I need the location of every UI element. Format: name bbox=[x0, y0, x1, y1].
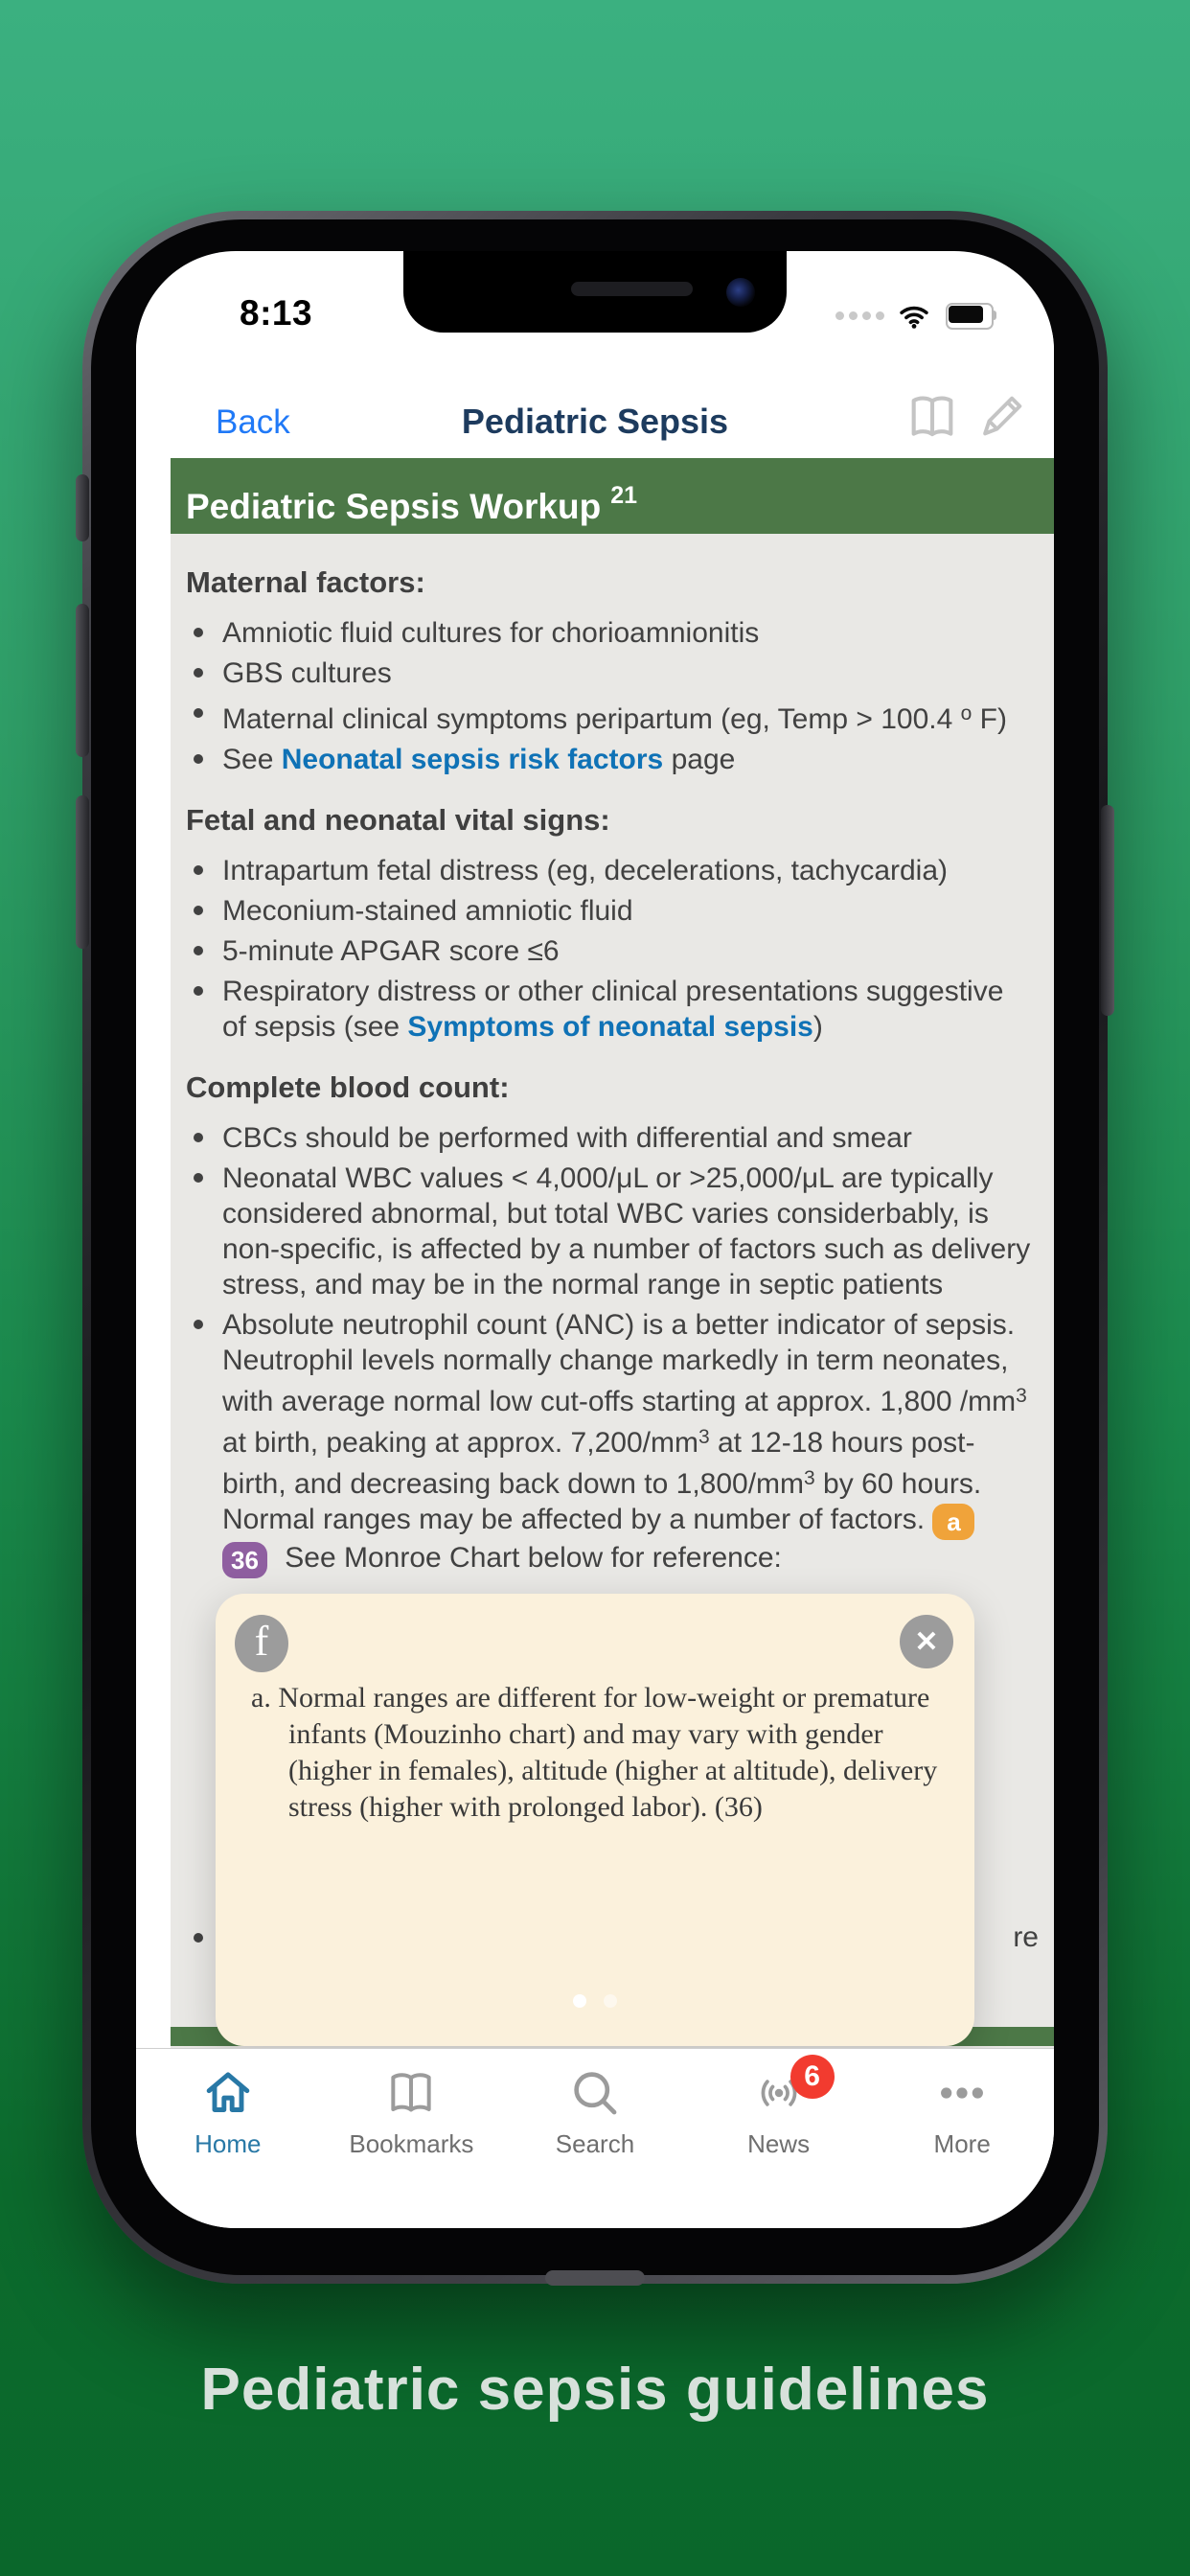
notch bbox=[403, 251, 787, 333]
phone-bezel bbox=[91, 219, 1099, 2275]
news-icon bbox=[752, 2060, 820, 2120]
tab-bar bbox=[136, 2048, 1054, 2228]
page-dot bbox=[573, 1994, 586, 2008]
superscript: o bbox=[960, 702, 973, 724]
app-screen bbox=[136, 251, 1054, 2228]
subsection-heading: Complete blood count: bbox=[186, 1070, 510, 1104]
more-icon bbox=[935, 2066, 989, 2120]
iphone-mockup bbox=[82, 211, 1108, 2284]
mute-switch bbox=[76, 474, 89, 541]
tab-news[interactable] bbox=[687, 2049, 871, 2228]
bullet-item: CBCs should be performed with differential and smear bbox=[186, 1120, 1033, 1156]
volume-down-button bbox=[76, 795, 89, 949]
bullet-item: Intrapartum fetal distress (eg, decelerations, tachycardia) bbox=[186, 853, 1033, 888]
footnote-marker-badge[interactable]: a bbox=[932, 1504, 974, 1540]
bullet-list bbox=[186, 615, 1033, 777]
home-icon bbox=[201, 2066, 255, 2120]
content-area bbox=[136, 458, 1054, 2048]
tab-label: Search bbox=[555, 2129, 635, 2158]
bullet-item: 5-minute APGAR score ≤6 bbox=[186, 933, 1033, 969]
footnote-popup bbox=[216, 1594, 974, 2046]
battery-icon bbox=[946, 303, 997, 328]
bullet-item: Maternal clinical symptoms peripartum (eg, Temp > 100.4 $^o$ F) bbox=[186, 696, 1033, 737]
back-button[interactable]: Back bbox=[216, 402, 290, 441]
bookmark-book-icon[interactable] bbox=[904, 389, 960, 445]
subsection-heading: Maternal factors: bbox=[186, 565, 425, 599]
bullet-item: Meconium-stained amniotic fluid bbox=[186, 893, 1033, 929]
close-icon[interactable]: ✕ bbox=[900, 1615, 953, 1668]
tab-search[interactable] bbox=[503, 2049, 687, 2228]
bullet-dot bbox=[194, 1933, 203, 1943]
document-body bbox=[171, 534, 1054, 1578]
news-badge-count: 6 bbox=[790, 2055, 835, 2099]
tab-label: News bbox=[747, 2129, 811, 2158]
superscript: 3 bbox=[1016, 1385, 1027, 1407]
page-dots bbox=[216, 1994, 974, 2008]
bullet-item: See Neonatal sepsis risk factors page bbox=[186, 742, 1033, 777]
bullet-item: GBS cultures bbox=[186, 656, 1033, 691]
volume-up-button bbox=[76, 604, 89, 757]
reference-number-badge[interactable]: 36 bbox=[222, 1542, 267, 1578]
status-time: 8:13 bbox=[240, 293, 313, 333]
bookmarks-icon bbox=[384, 2066, 438, 2120]
marketing-caption: Pediatric sepsis guidelines bbox=[200, 2357, 990, 2423]
bullet-list bbox=[186, 853, 1033, 1045]
edit-pencil-icon[interactable] bbox=[973, 389, 1029, 445]
bullet-item: Amniotic fluid cultures for chorioamnionitis bbox=[186, 615, 1033, 651]
bullet-item: Neonatal WBC values < 4,000/μL or >25,000/μL are typically considered abnormal, but total WBC varies considerbably, is non-specific, is affected by a number of factors such as delivery stress, and may be in the normal range in septic patients bbox=[186, 1161, 1033, 1302]
reference-superscript[interactable]: 21 bbox=[610, 482, 637, 509]
superscript: 3 bbox=[698, 1426, 710, 1448]
navigation-bar bbox=[136, 333, 1054, 458]
page-dot bbox=[604, 1994, 617, 2008]
section-header-bar bbox=[171, 458, 1054, 534]
status-icons bbox=[835, 301, 1008, 330]
bullet-item: Absolute neutrophil count (ANC) is a better indicator of sepsis. Neutrophil levels normally change markedly in term neonates, with average normal low cut-offs starting at approx. 1,800 $/mm^3$ at birth, peaking at approx. $7,200/mm^3$ at 12-18 hours post-birth, and decreasing back down to $1,800/mm^3$ by 60 hours. Normal ranges may be affected by a number of factors. a36 See Monroe Chart below for reference: bbox=[186, 1307, 1033, 1578]
bullet-list bbox=[186, 1120, 1033, 1578]
tab-home[interactable] bbox=[136, 2049, 320, 2228]
page-title: Pediatric Sepsis bbox=[461, 401, 729, 441]
tab-label: Home bbox=[195, 2129, 262, 2158]
footnote-text: a. Normal ranges are different for low-weight or premature infants (Mouzinho chart) and may vary with gender (higher in females), altitude (higher at altitude), delivery stress (higher with prolonged labor). (36) bbox=[251, 1682, 938, 1823]
home-port bbox=[545, 2270, 645, 2286]
tab-label: Bookmarks bbox=[349, 2129, 474, 2158]
search-icon bbox=[568, 2066, 622, 2120]
obscured-text-fragment: re bbox=[1013, 1921, 1039, 1953]
section-title: Pediatric Sepsis Workup $^{21}$ bbox=[186, 482, 637, 526]
power-button bbox=[1101, 805, 1114, 1016]
tab-bookmarks[interactable] bbox=[320, 2049, 504, 2228]
tab-more[interactable] bbox=[870, 2049, 1054, 2228]
cellular-signal-icon bbox=[835, 311, 884, 320]
superscript: 3 bbox=[804, 1467, 815, 1489]
earpiece-speaker bbox=[571, 282, 693, 296]
wifi-icon bbox=[896, 301, 932, 330]
front-camera bbox=[726, 278, 755, 307]
tab-label: More bbox=[933, 2129, 991, 2158]
inline-link[interactable]: Neonatal sepsis risk factors bbox=[281, 744, 664, 775]
footnote-icon: f bbox=[235, 1615, 288, 1672]
subsection-heading: Fetal and neonatal vital signs: bbox=[186, 803, 610, 837]
inline-link[interactable]: Symptoms of neonatal sepsis bbox=[407, 1011, 813, 1043]
bullet-item: Respiratory distress or other clinical presentations suggestive of sepsis (see Symptoms of neonatal sepsis) bbox=[186, 974, 1033, 1045]
